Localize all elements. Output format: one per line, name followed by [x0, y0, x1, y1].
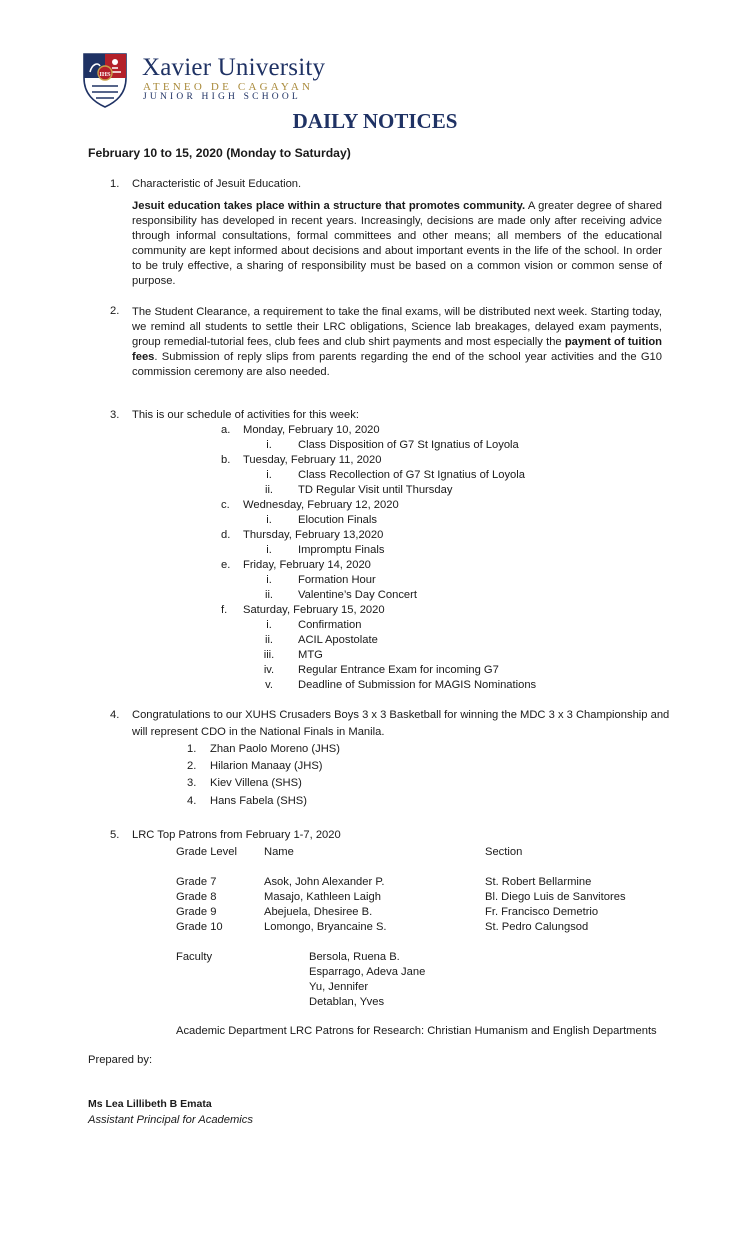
signatory-title: Assistant Principal for Academics	[88, 1114, 253, 1126]
day-letter: c.	[221, 499, 230, 511]
school-crest-logo	[82, 52, 128, 108]
item-text-line: Congratulations to our XUHS Crusaders Boys 3 x 3 Basketball for winning the MDC 3 x 3 Championship and	[132, 709, 670, 721]
activity-number: v.	[265, 679, 273, 691]
winner-number: 1.	[187, 743, 197, 755]
day-label: Monday, February 10, 2020	[243, 424, 380, 436]
faculty-label: Faculty	[176, 951, 213, 963]
activity-number: iii.	[263, 649, 275, 661]
winner-number: 4.	[187, 795, 197, 807]
patron-name: Abejuela, Dhesiree B.	[264, 906, 373, 918]
patron-section: St. Pedro Calungsod	[485, 921, 589, 933]
winner-name: Zhan Paolo Moreno (JHS)	[210, 743, 340, 755]
item-heading: LRC Top Patrons from February 1-7, 2020	[132, 829, 341, 841]
activity-number: i.	[266, 439, 272, 451]
activity: Class Disposition of G7 St Ignatius of Loyola	[298, 439, 519, 451]
day-label: Tuesday, February 11, 2020	[243, 454, 382, 466]
school-division: JUNIOR HIGH SCHOOL	[143, 92, 301, 102]
item-heading: Characteristic of Jesuit Education.	[132, 178, 302, 190]
patron-grade: Grade 10	[176, 921, 223, 933]
activity: MTG	[298, 649, 323, 661]
item-paragraph	[132, 305, 662, 380]
item-number: 1.	[110, 178, 120, 190]
day-label: Saturday, February 15, 2020	[243, 604, 385, 616]
activity: Class Recollection of G7 St Ignatius of Loyola	[298, 469, 525, 481]
school-subtitle: ATENEO DE CAGAYAN	[143, 81, 314, 93]
patron-section: St. Robert Bellarmine	[485, 876, 592, 888]
patron-grade: Grade 7	[176, 876, 217, 888]
activity-number: ii.	[264, 589, 274, 601]
activity-number: ii.	[264, 484, 274, 496]
item-text-line: will represent CDO in the National Finals in Manila.	[132, 726, 385, 738]
activity-number: ii.	[264, 634, 274, 646]
activity-number: i.	[266, 619, 272, 631]
activity-number: i.	[266, 469, 272, 481]
winner-name: Hans Fabela (SHS)	[210, 795, 307, 807]
day-label: Thursday, February 13,2020	[243, 529, 384, 541]
activity: ACIL Apostolate	[298, 634, 378, 646]
patron-name: Masajo, Kathleen Laigh	[264, 891, 381, 903]
day-letter: d.	[221, 529, 231, 541]
patron-grade: Grade 9	[176, 906, 217, 918]
faculty-name: Esparrago, Adeva Jane	[309, 966, 426, 978]
patron-name: Lomongo, Bryancaine S.	[264, 921, 387, 933]
patron-section: Fr. Francisco Demetrio	[485, 906, 599, 918]
faculty-name: Detablan, Yves	[309, 996, 385, 1008]
patron-section: Bl. Diego Luis de Sanvitores	[485, 891, 626, 903]
activity: Impromptu Finals	[298, 544, 385, 556]
winner-number: 2.	[187, 760, 197, 772]
day-letter: a.	[221, 424, 231, 436]
activity: Confirmation	[298, 619, 362, 631]
column-header-section: Section	[485, 846, 523, 858]
day-letter: e.	[221, 559, 231, 571]
day-label: Wednesday, February 12, 2020	[243, 499, 399, 511]
activity: Regular Entrance Exam for incoming G7	[298, 664, 499, 676]
paragraph-body: A greater degree of shared responsibility has developed in recent years. Increasingly, decisions are made only after receiving advice through informal consultations, formal committees and other means; all members of the educational community are kept informed about decisions and about important events in the life of the school. In order to be truly effective, a sharing of responsibility must be based on a common vision or common sense of purpose.	[132, 200, 662, 287]
activity-number: iv.	[263, 664, 275, 676]
activity: TD Regular Visit until Thursday	[298, 484, 453, 496]
item-number: 2.	[110, 305, 120, 317]
item-number: 4.	[110, 709, 120, 721]
winner-name: Hilarion Manaay (JHS)	[210, 760, 323, 772]
bold-emphasis: payment of tuition fees	[132, 336, 662, 363]
patron-name: Asok, John Alexander P.	[264, 876, 385, 888]
winner-name: Kiev Villena (SHS)	[210, 777, 302, 789]
item-number: 3.	[110, 409, 120, 421]
activity: Elocution Finals	[298, 514, 377, 526]
column-header-grade: Grade Level	[176, 846, 237, 858]
activity-number: i.	[266, 574, 272, 586]
school-name: Xavier University	[142, 54, 326, 81]
item-number: 5.	[110, 829, 120, 841]
activity: Valentine’s Day Concert	[298, 589, 417, 601]
activity: Formation Hour	[298, 574, 376, 586]
paragraph-text: . Submission of reply slips from parents regarding the end of the school year activities and the G10 commission ceremony are also needed.	[132, 351, 662, 378]
page-title: DAILY NOTICES	[292, 109, 458, 133]
faculty-name: Yu, Jennifer	[309, 981, 369, 993]
item-heading: This is our schedule of activities for this week:	[132, 409, 359, 421]
day-letter: b.	[221, 454, 231, 466]
svg-text:IHS: IHS	[99, 71, 111, 78]
day-letter: f.	[221, 604, 228, 616]
activity-number: i.	[266, 514, 272, 526]
activity-number: i.	[266, 544, 272, 556]
prepared-by-label: Prepared by:	[88, 1054, 153, 1066]
academic-note: Academic Department LRC Patrons for Research: Christian Humanism and English Departments	[176, 1025, 657, 1037]
paragraph-text: The Student Clearance, a requirement to take the final exams, will be distributed next week. Starting today, we remind all students to settle their LRC obligations, Science lab breakages, delayed exam payments, group remedial-tutorial fees, club fees and club shirt payments and most especially the	[132, 306, 662, 348]
signatory-name: Ms Lea Lillibeth B Emata	[88, 1098, 212, 1110]
activity: Deadline of Submission for MAGIS Nominations	[298, 679, 537, 691]
item-paragraph	[132, 199, 662, 289]
date-range: February 10 to 15, 2020 (Monday to Saturday)	[88, 146, 351, 160]
winner-number: 3.	[187, 777, 197, 789]
bold-lead: Jesuit education takes place within a structure that promotes community.	[132, 200, 526, 212]
column-header-name: Name	[264, 846, 294, 858]
faculty-name: Bersola, Ruena B.	[309, 951, 400, 963]
day-label: Friday, February 14, 2020	[243, 559, 371, 571]
patron-grade: Grade 8	[176, 891, 217, 903]
